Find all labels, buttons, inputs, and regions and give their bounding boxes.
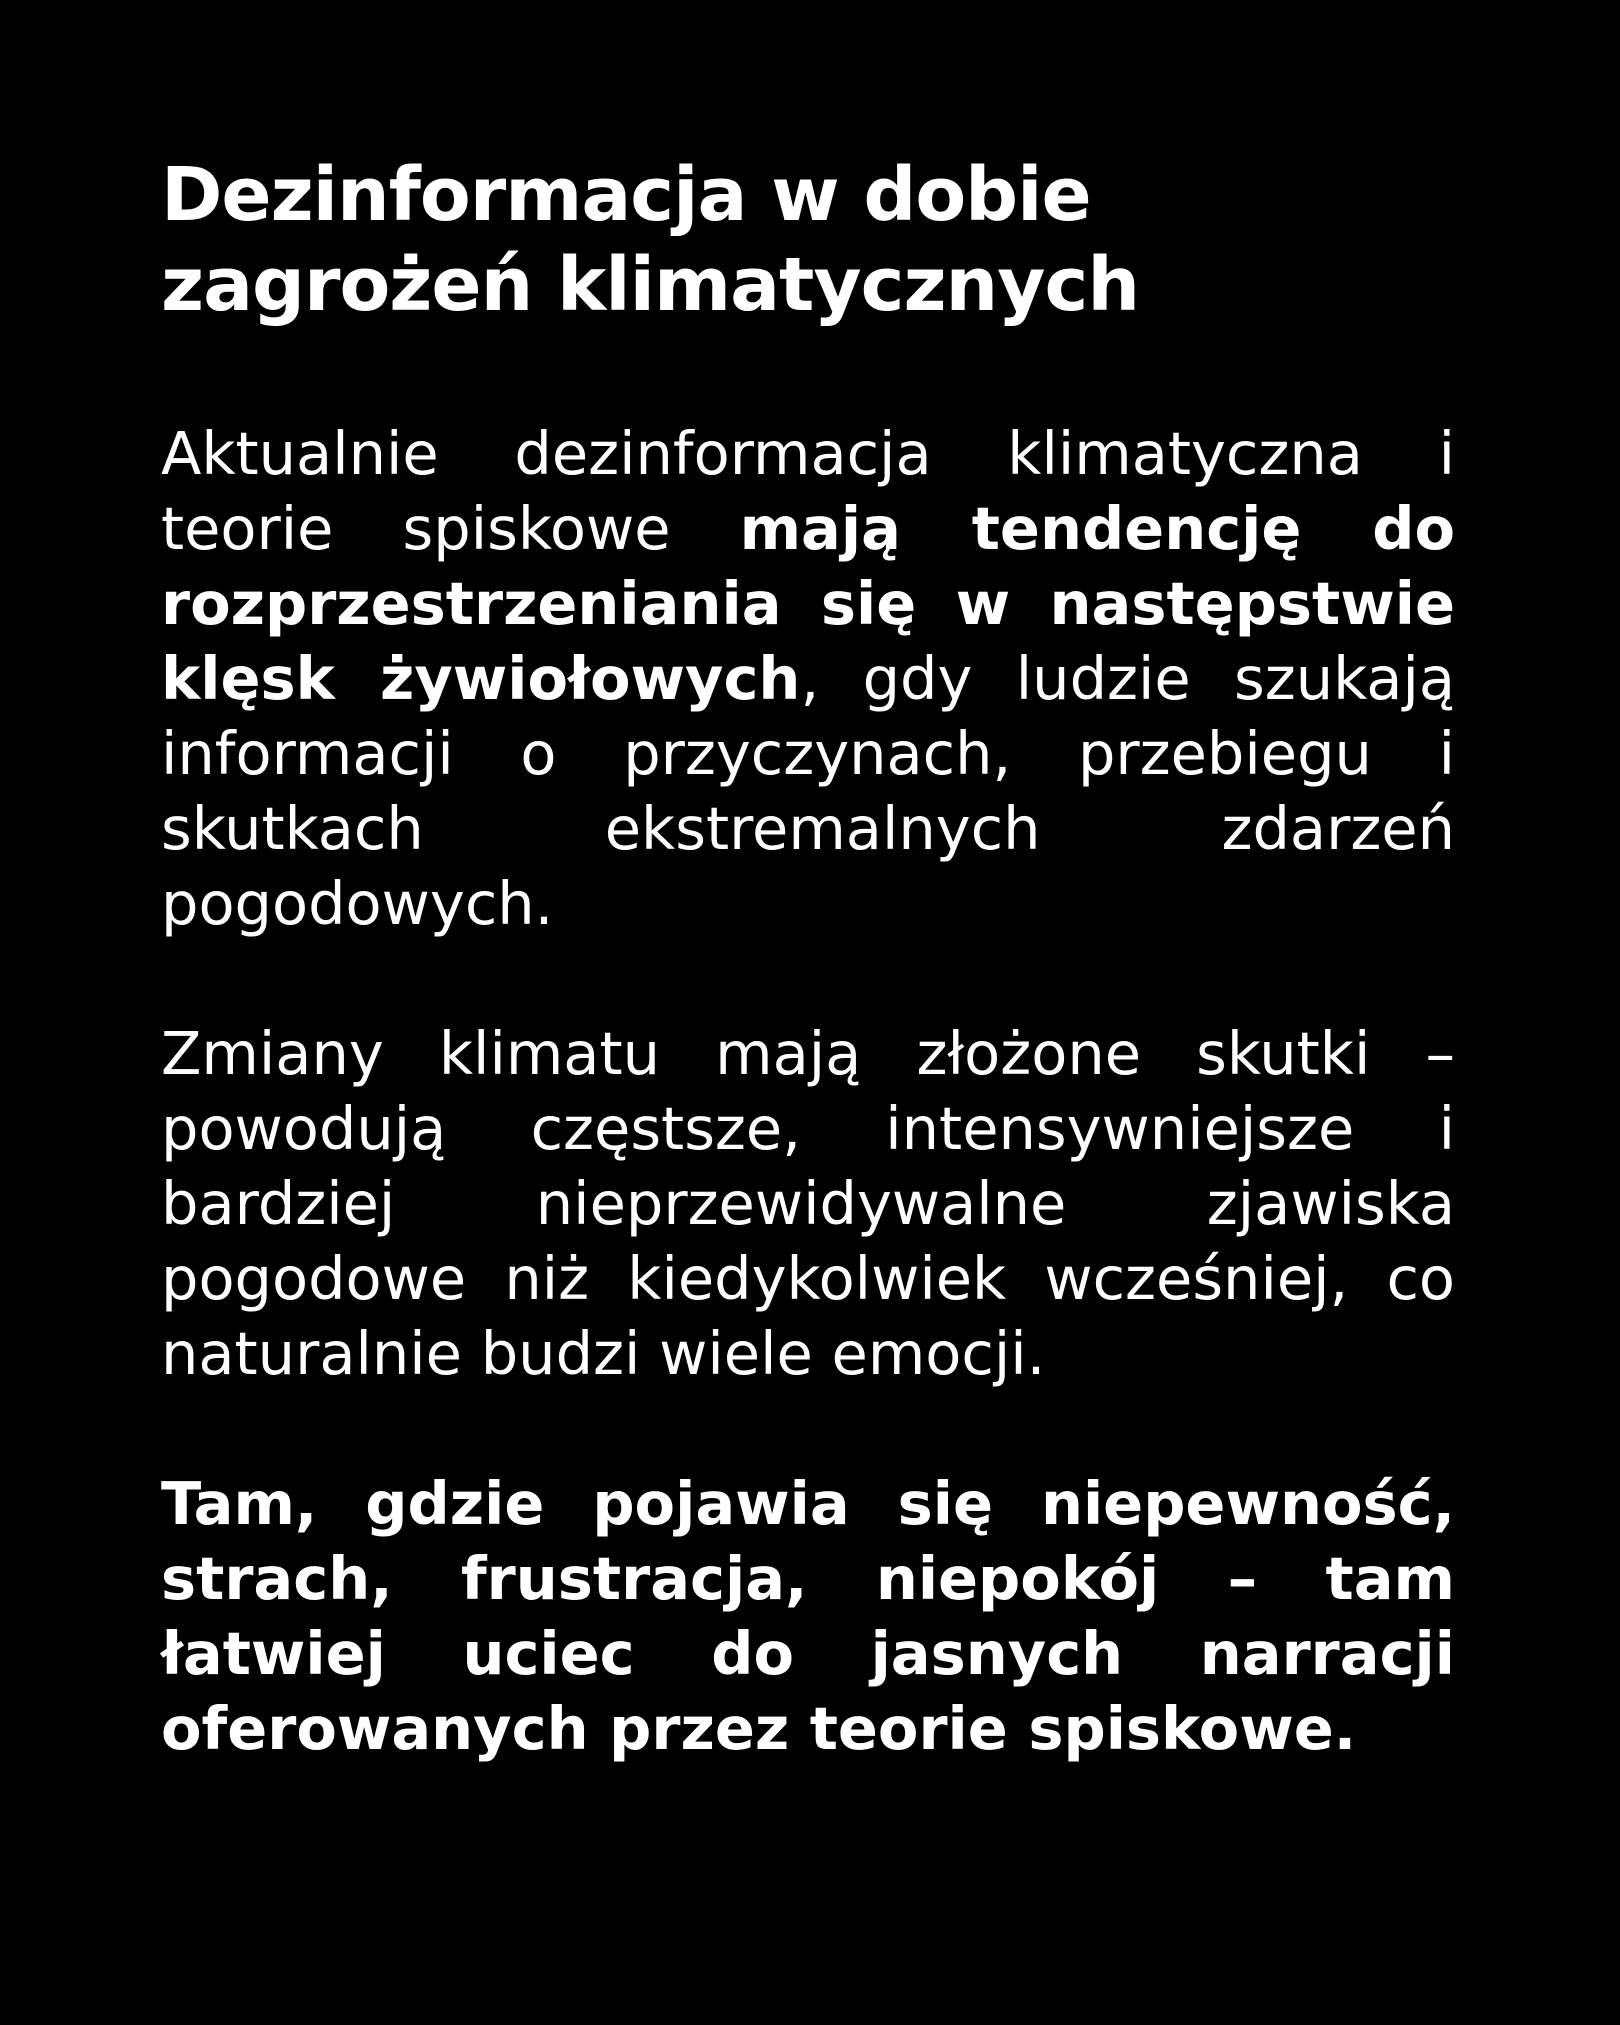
text-block [161,150,1455,1766]
paragraph-1-rest: , gdy ludzie szukają informacji o przyczynach, przebiegu i skutkach ekstremalnych zdarzeń pogodowych. [161,644,1455,938]
title-line-2: zagrożeń klimatycznych [161,242,1140,328]
paragraph-1-emphasis: mają tendencję do rozprzestrzeniania się w następstwie klęsk żywiołowych [161,494,1455,713]
page-title [161,150,1455,330]
paragraph-3: Tam, gdzie pojawia się niepewność, strach, frustracja, niepokój – tam łatwiej uciec do jasnych narracji oferowanych przez teorie spiskowe. [161,1469,1455,1763]
title-line-1: Dezinformacja w dobie [161,152,1091,238]
paragraph-2: Zmiany klimatu mają złożone skutki – powodują częstsze, intensywniejsze i bardziej nieprzewidywalne zjawiska pogodowe niż kiedykolwiek wcześniej, co naturalnie budzi wiele emocji. [161,1019,1455,1388]
paragraph-1-intro: Aktualnie dezinformacja klimatyczna i teorie spiskowe [161,419,1455,563]
paragraph-1 [161,416,1455,941]
